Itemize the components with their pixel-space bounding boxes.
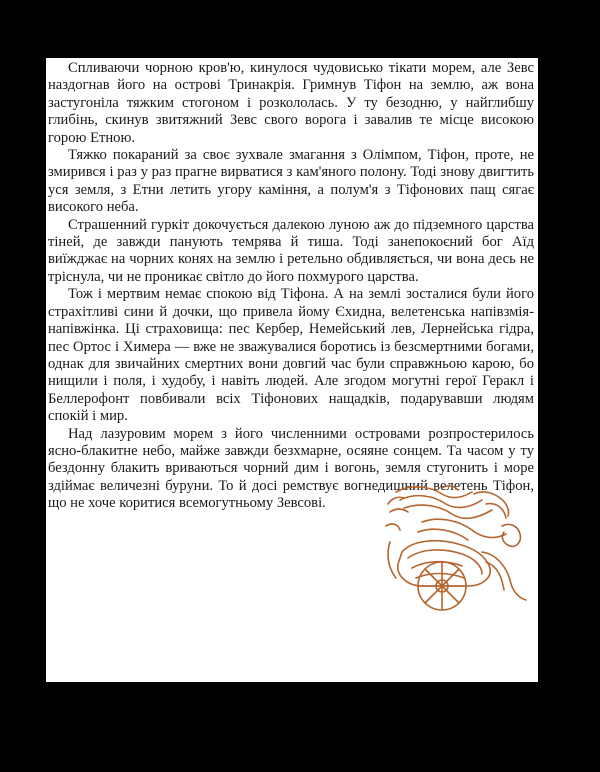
body-text [48,60,534,513]
paragraph-3: Страшенний гуркіт докочується далекою луною аж до підземного царства тіней, де завжди панують темрява й тиша. Тоді занепокоєний бог Аїд виїжджає на чорних конях на землю і ретельно обдивляється, чи вона десь не тріснула, чи не проникає світло до його похмурого царства. [48,216,534,285]
chariot-ornament-icon [382,482,532,618]
paragraph-1: Спливаючи чорною кров'ю, кинулося чудовисько тікати морем, але Зевс наздогнав його на острові Тринакрія. Гримнув Тіфон на землю, аж вона застугоніла тяжким стогоном і розкололась. У ту безодню, у найглибшу глибінь, скинув звитяжний Зевс свого ворога і завалив те місце високою горою Етною. [48,60,534,146]
paragraph-2: Тяжко покараний за своє зухвале змагання з Олімпом, Тіфон, проте, не змирився і раз у раз прагне вирватися з кам'яного полону. Тоді знову двигтить уся земля, з Етни летить угору каміння, а полум'я з Тіфонових пащ сягає високого неба. [48,147,534,216]
paragraph-4: Тож і мертвим немає спокою від Тіфона. А на землі зосталися були його страхітливі сини й дочки, що привела йому Єхидна, велетенська напівзмія-напівжінка. Ці страховища: пес Кербер, Немейський лев, Лернейська гідра, пес Ортос і Химера — вже не зважувалися боротись із безсмертними богами, однак для звичайних смертних вони довгий час були справжньою карою, бо нищили і поля, і худобу, і навіть людей. Але згодом могутні герої Геракл і Беллерофонт повбивали всіх Тіфонових нащадків, подарувавши людям спокій і мир. [48,286,534,425]
paragraph-5: Над лазуровим морем з його численними островами розпростерилось ясно-блакитне небо, майже завжди безхмарне, осяяне сонцем. Та часом у ту бездонну блакить вриваються чорний дим і вогонь, земля стугонить і море здіймає величезні буруни. То й досі ремствує вогнедишний велетень Тіфон, що не хоче коритися всемогутньому Зевсові. [48,425,534,512]
document-sheet [46,58,538,682]
